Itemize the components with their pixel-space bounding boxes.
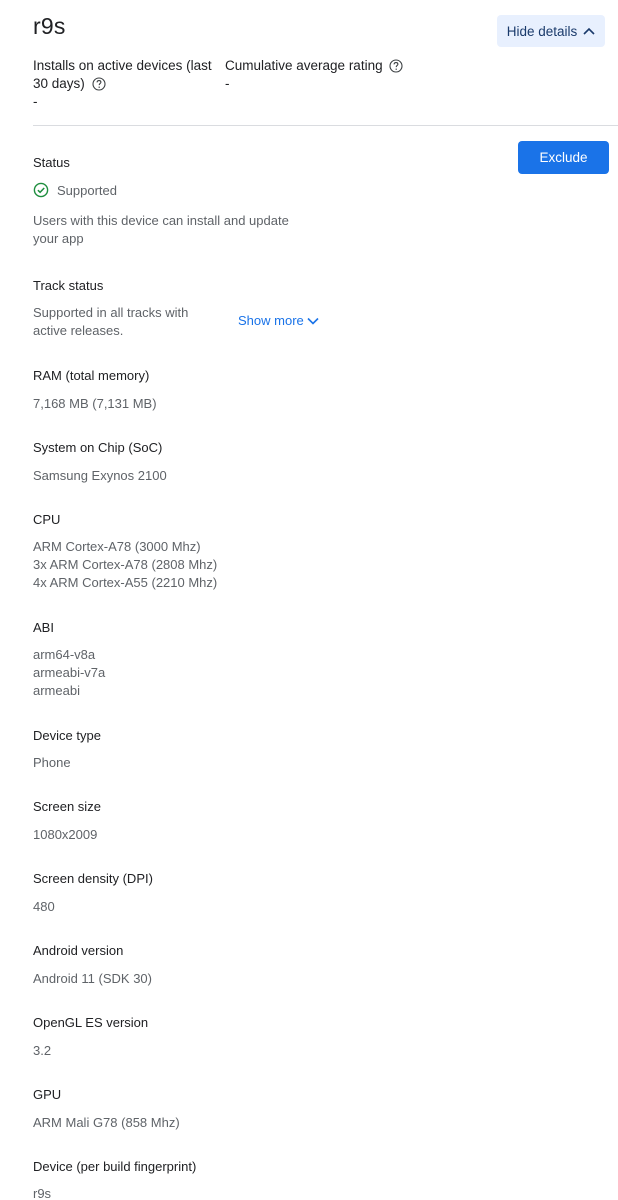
track-status-value: Supported in all tracks with active releases. [33,305,189,338]
device-type-value: Phone [33,755,71,770]
status-value: Supported [57,182,117,198]
cpu-line: 4x ARM Cortex-A55 (2210 Mhz) [33,575,218,590]
installs-stat [33,57,218,111]
chevron-up-icon [583,27,595,35]
help-circle-icon[interactable] [92,77,106,91]
opengl-label: OpenGL ES version [33,1015,149,1030]
gpu-value: ARM Mali G78 (858 Mhz) [33,1115,180,1130]
rating-stat [225,57,425,93]
abi-label: ABI [33,620,54,635]
fingerprint-label: Device (per build fingerprint) [33,1159,197,1174]
section-divider [33,125,618,126]
screen-density-label: Screen density (DPI) [33,871,153,886]
gpu-label: GPU [33,1087,62,1102]
installs-value: - [33,94,38,109]
exclude-button[interactable]: Exclude [518,141,609,174]
screen-size-label: Screen size [33,799,101,814]
fingerprint-value: r9s [33,1186,52,1200]
abi-value [33,646,105,700]
screen-density-value: 480 [33,899,55,914]
screen-size-value: 1080x2009 [33,827,98,842]
show-more-label: Show more [238,313,304,328]
track-status-label: Track status [33,278,104,293]
cpu-line: 3x ARM Cortex-A78 (2808 Mhz) [33,557,218,572]
android-version-label: Android version [33,943,124,958]
chevron-down-icon [307,317,319,325]
opengl-value: 3.2 [33,1043,52,1058]
device-type-label: Device type [33,728,101,743]
soc-label: System on Chip (SoC) [33,440,163,455]
cpu-line: ARM Cortex-A78 (3000 Mhz) [33,539,201,554]
hide-details-label: Hide details [506,23,578,39]
android-version-value: Android 11 (SDK 30) [33,971,152,986]
soc-value: Samsung Exynos 2100 [33,468,167,483]
hide-details-button[interactable] [497,15,605,47]
installs-label: Installs on active devices (last 30 days) [33,58,212,91]
ram-label: RAM (total memory) [33,368,150,383]
ram-value: 7,168 MB (7,131 MB) [33,396,157,411]
check-circle-icon [33,182,49,198]
cpu-label: CPU [33,512,61,527]
status-description: Users with this device can install and update your app [33,213,289,246]
device-title: r9s [33,13,66,39]
abi-line: arm64-v8a [33,647,96,662]
abi-line: armeabi-v7a [33,665,106,680]
rating-value: - [225,76,230,91]
status-value-row [33,182,117,198]
status-label: Status [33,155,70,170]
show-more-link[interactable] [238,313,319,328]
rating-label: Cumulative average rating [225,58,383,73]
help-circle-icon[interactable] [389,59,403,73]
abi-line: armeabi [33,683,80,698]
cpu-value [33,538,217,592]
